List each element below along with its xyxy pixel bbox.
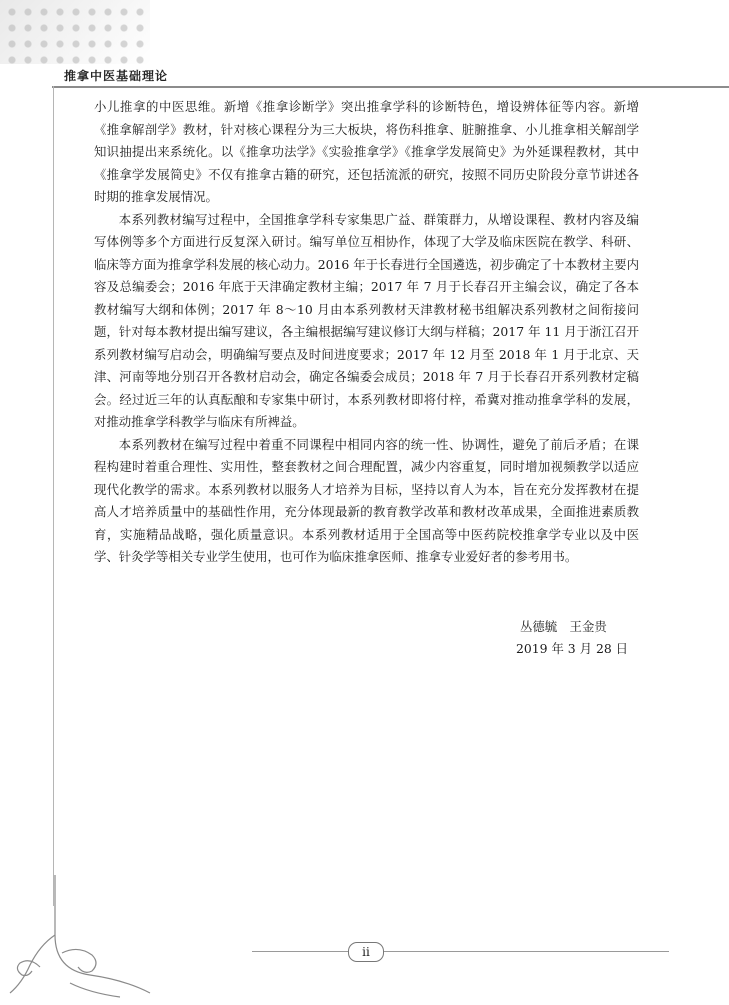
left-margin-rule: [53, 86, 54, 906]
signature-block: [516, 616, 629, 660]
corner-pattern: [0, 0, 150, 64]
body-text: [94, 96, 639, 569]
paragraph-2: 本系列教材编写过程中，全国推拿学科专家集思广益、群策群力，从增设课程、教材内容及编写体例等多个方面进行反复深入研讨。编写单位互相协作，体现了大学及临床医院在教学、科研、临床等方面为推拿学科发展的核心动力。2016 年于长春进行全国遴选，初步确定了十本教材主要内容及总编委会；2016 年底于天津确定教材主编；2017 年 7 月于长春召开主编会议，确定了各本教材编写大纲和体例；2017 年 8～10 月由本系列教材天津教材秘书组解决系列教材之间衔接问题，针对每本教材提出编写建议，各主编根据编写建议修订大纲与样稿；2017 年 11 月于浙江召开系列教材编写启动会，明确编写要点及时间进度要求；2017 年 12 月至 2018 年 1 月于北京、天津、河南等地分别召开各教材启动会，确定各编委会成员；2018 年 7 月于长春召开系列教材定稿会。经过近三年的认真酝酿和专家集中研讨，本系列教材即将付梓，希冀对推动推拿学科的发展，对推动推拿学科教学与临床有所裨益。: [94, 211, 639, 429]
footer-rule: [252, 951, 669, 952]
paragraph-3: 本系列教材在编写过程中着重不同课程中相同内容的统一性、协调性，避免了前后矛盾；在课程构建时着重合理性、实用性，整套教材之间合理配置，减少内容重复，同时增加视频教学以适应现代化教学的需求。本系列教材以服务人才培养为目标，坚持以育人为本，旨在充分发挥教材在提高人才培养质量中的基础性作用，充分体现最新的教育教学改革和教材改革成果，全面推进素质教育，实施精品战略，强化质量意识。本系列教材适用于全国高等中医药院校推拿学专业以及中医学、针灸学等相关专业学生使用，也可作为临床推拿医师、推拿专业爱好者的参考用书。: [94, 436, 639, 564]
signature-authors: 丛德毓 王金贵: [520, 619, 607, 634]
signature-date: 2019 年 3 月 28 日: [516, 641, 629, 656]
header-rule: [52, 86, 729, 88]
page-number: ii: [348, 942, 384, 962]
page-footer: [52, 942, 669, 962]
corner-ornament: [0, 875, 160, 1005]
running-header-title: 推拿中医基础理论: [64, 69, 169, 83]
paragraph-1: 小儿推拿的中医思维。新增《推拿诊断学》突出推拿学科的诊断特色，增设辨体征等内容。新增《推拿解剖学》教材，针对核心课程分为三大板块，将伤科推拿、脏腑推拿、小儿推拿相关解剖学知识抽提出来系统化。以《推拿功法学》《实验推拿学》《推拿学发展简史》为外延课程教材，其中《推拿学发展简史》不仅有推拿古籍的研究，还包括流派的研究，按照不同历史阶段分章节讲述各时期的推拿发展情况。: [94, 99, 639, 204]
